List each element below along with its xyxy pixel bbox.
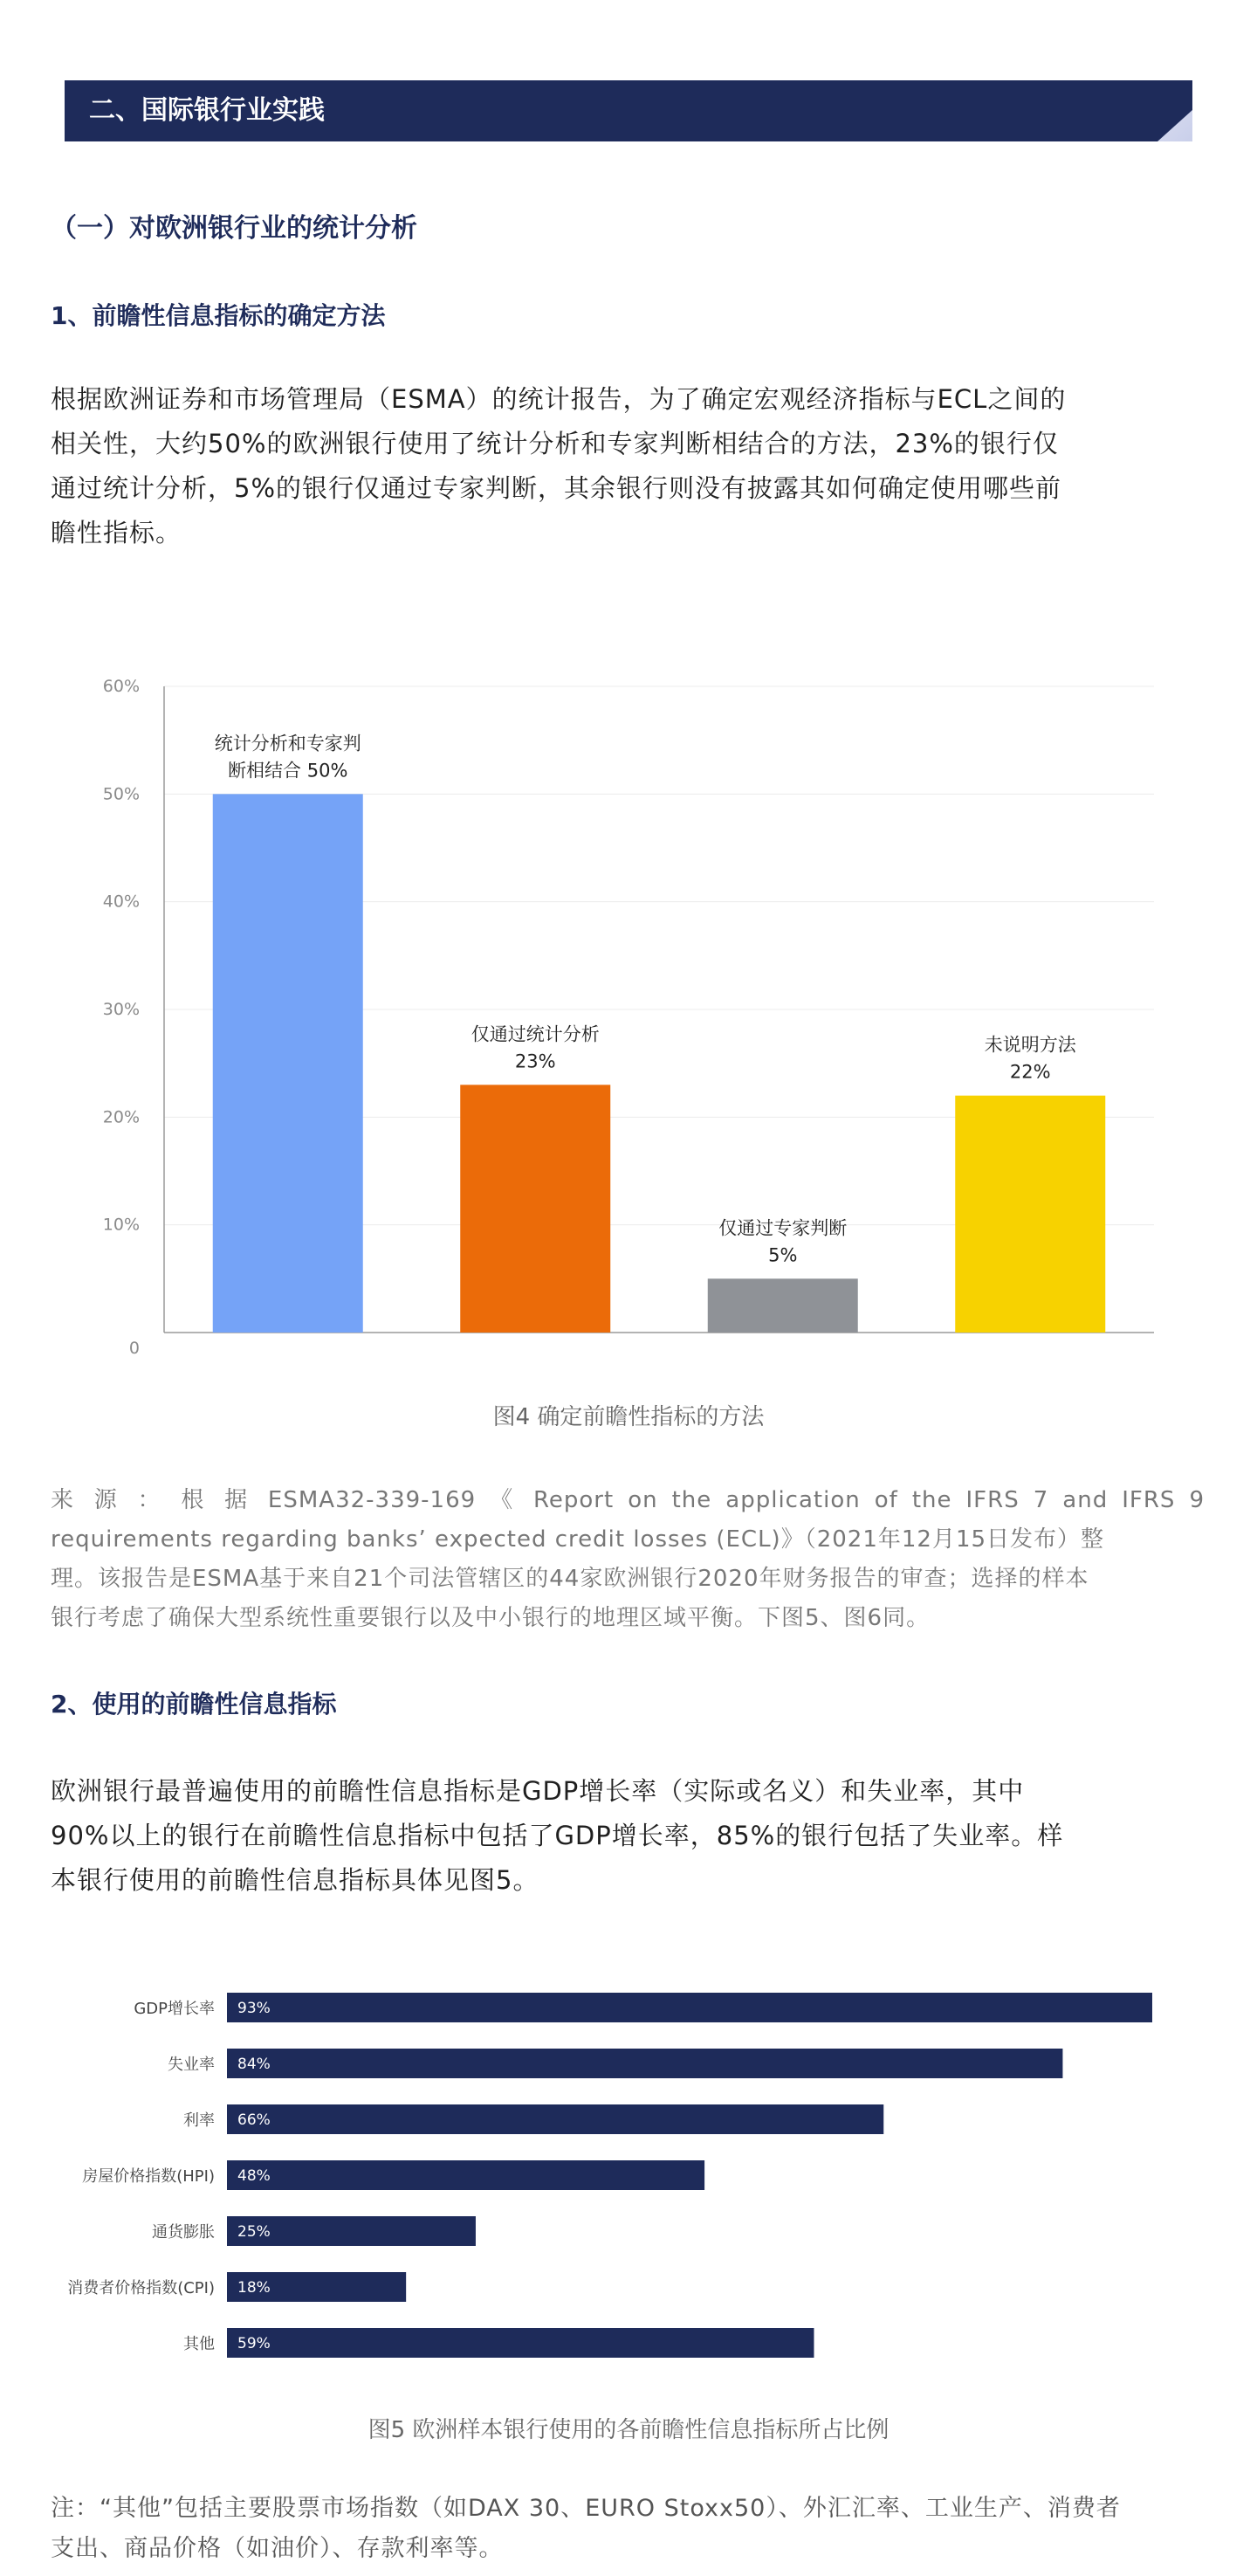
figure4-bar-chart: [0, 646, 1257, 1371]
section-banner: [65, 80, 1192, 141]
category-label: 房屋价格指数(HPI): [82, 2167, 215, 2186]
category-label: 通货膨胀: [152, 2223, 215, 2242]
item2-line: 欧洲银行最普遍使用的前瞻性信息指标是GDP增长率（实际或名义）和失业率，其中: [51, 1776, 1025, 1806]
item1-line: 瞻性指标。: [51, 518, 182, 548]
category-label: 利率: [183, 2111, 215, 2130]
value-label: 66%: [237, 2111, 271, 2129]
bar: [227, 1993, 1152, 2022]
value-label: 18%: [237, 2279, 271, 2297]
bar: [955, 1096, 1105, 1333]
data-label: 断相结合 50%: [228, 760, 348, 782]
y-tick-label: 50%: [102, 784, 140, 804]
item2-line: 90%以上的银行在前瞻性信息指标中包括了GDP增长率，85%的银行包括了失业率。样: [51, 1821, 1064, 1850]
category-label: 消费者价格指数(CPI): [67, 2279, 215, 2297]
category-label: 其他: [183, 2335, 215, 2353]
bar: [708, 1278, 858, 1333]
item1-title: 1、前瞻性信息指标的确定方法: [51, 301, 386, 330]
figure5-hbar-chart: [0, 1973, 1257, 2375]
value-label: 48%: [237, 2167, 271, 2185]
data-label: 22%: [1009, 1061, 1051, 1083]
figure4-caption: 图4 确定前瞻性指标的方法: [492, 1404, 765, 1430]
bar: [227, 2049, 1062, 2078]
value-label: 25%: [237, 2223, 271, 2241]
other-note: [51, 2489, 1205, 2569]
value-label: 84%: [237, 2056, 271, 2073]
source-line: requirements regarding banks’ expected credit losses (ECL)》（2021年12月15日发布）整: [51, 1526, 1105, 1553]
bar: [227, 2160, 704, 2190]
value-label: 59%: [237, 2335, 271, 2352]
bar: [227, 2104, 883, 2134]
data-label: 5%: [768, 1244, 798, 1266]
bar: [227, 2328, 814, 2358]
source-note: [51, 1481, 1205, 1638]
source-line: 来 源 ： 根 据 ESMA32-339-169 《 Report on the application of the IFRS 7 and IFRS 9: [51, 1487, 1205, 1513]
bar: [213, 794, 363, 1333]
section-title: 二、国际银行业实践: [89, 95, 325, 126]
data-label: 统计分析和专家判: [214, 733, 361, 754]
item1-line: 通过统计分析，5%的银行仅通过专家判断，其余银行则没有披露其如何确定使用哪些前: [51, 473, 1062, 503]
item2-paragraph: [51, 1769, 1205, 1903]
note-line: 注：“其他”包括主要股票市场指数（如DAX 30、EURO Stoxx50）、外汇汇率、工业生产、消费者: [51, 2495, 1121, 2522]
y-tick-label: 40%: [102, 892, 140, 912]
item1-line: 相关性，大约50%的欧洲银行使用了统计分析和专家判断相结合的方法，23%的银行仅: [51, 429, 1059, 458]
subsection-title: （一）对欧洲银行业的统计分析: [51, 213, 417, 244]
y-tick-label: 20%: [102, 1107, 140, 1127]
figure5-caption: 图5 欧洲样本银行使用的各前瞻性信息指标所占比例: [367, 2417, 890, 2443]
item2-line: 本银行使用的前瞻性信息指标具体见图5。: [51, 1865, 539, 1895]
y-tick-label: 60%: [102, 677, 140, 696]
item1-paragraph: [51, 377, 1205, 555]
note-line: 支出、商品价格（如油价）、存款利率等。: [51, 2535, 504, 2562]
bar: [460, 1085, 610, 1333]
y-tick-label: 0: [128, 1339, 140, 1358]
source-line: 理。该报告是ESMA基于来自21个司法管辖区的44家欧洲银行2020年财务报告的审查；选择的样本: [51, 1566, 1089, 1592]
y-tick-label: 30%: [102, 1000, 140, 1019]
y-tick-label: 10%: [102, 1215, 140, 1235]
data-label: 23%: [514, 1050, 556, 1072]
category-label: GDP增长率: [134, 2000, 215, 2018]
data-label: 仅通过专家判断: [718, 1217, 848, 1239]
item1-line: 根据欧洲证券和市场管理局（ESMA）的统计报告，为了确定宏观经济指标与ECL之间的: [51, 384, 1067, 414]
source-line: 银行考虑了确保大型系统性重要银行以及中小银行的地理区域平衡。下图5、图6同。: [51, 1605, 931, 1631]
data-label: 未说明方法: [984, 1034, 1076, 1056]
item2-title: 2、使用的前瞻性信息指标: [51, 1690, 337, 1718]
data-label: 仅通过统计分析: [471, 1023, 600, 1045]
category-label: 失业率: [168, 2056, 215, 2074]
value-label: 93%: [237, 2000, 271, 2017]
